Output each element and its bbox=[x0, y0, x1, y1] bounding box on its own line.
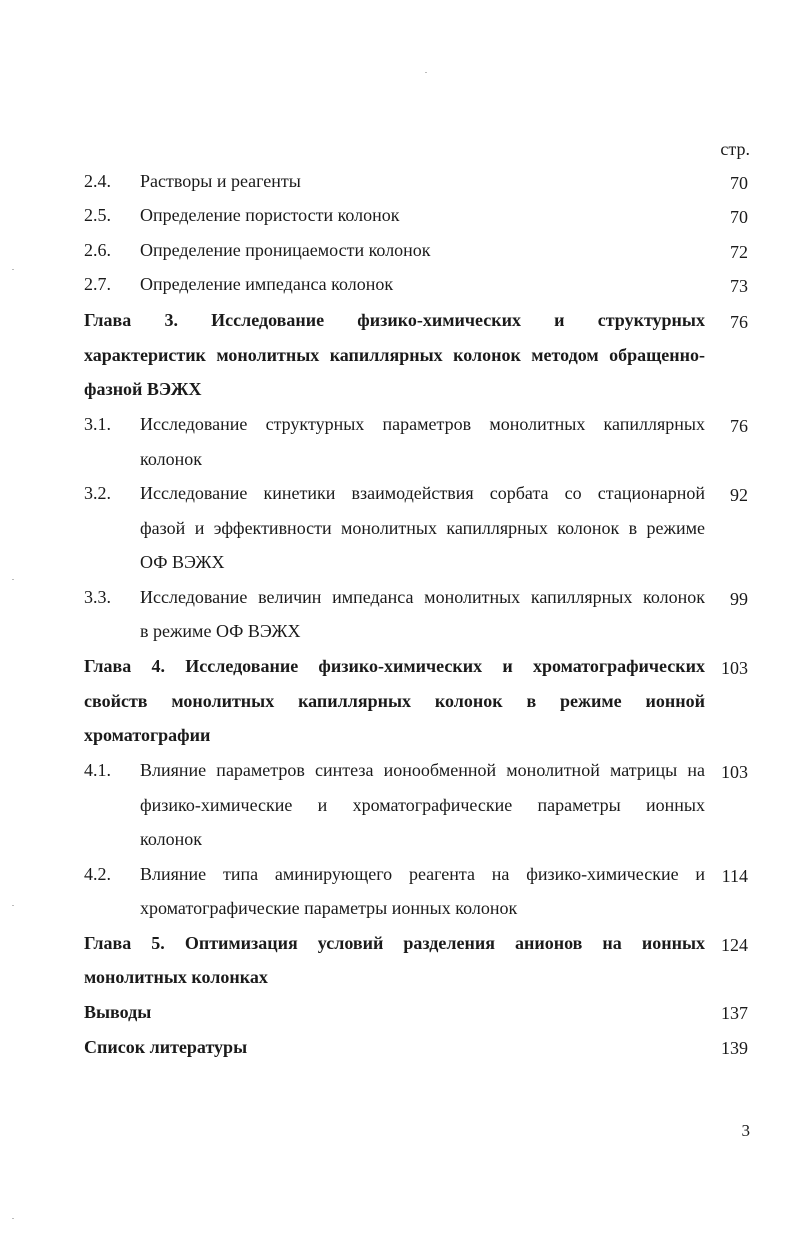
toc-entry-title: в режиме ОФ ВЭЖХ bbox=[140, 621, 301, 641]
toc-entry-page: 70 bbox=[730, 207, 748, 227]
toc-entry-page: 70 bbox=[730, 173, 748, 193]
toc-entry-number: 2.4. bbox=[84, 171, 111, 191]
toc-entry-page: 124 bbox=[721, 935, 748, 955]
toc-entry-page: 76 bbox=[730, 416, 748, 436]
toc-entry-page: 92 bbox=[730, 485, 748, 505]
toc-entry-title: хроматографические параметры ионных колонок bbox=[140, 898, 518, 918]
chapter-title-line: характеристик монолитных капиллярных колонок методом обращенно- bbox=[84, 345, 705, 365]
toc-entry-page: 139 bbox=[721, 1038, 748, 1058]
scan-speck bbox=[425, 72, 427, 73]
toc-entry-title: Исследование структурных параметров монолитных капиллярных bbox=[140, 414, 705, 434]
scan-speck bbox=[12, 579, 14, 580]
toc-entry-page: 103 bbox=[721, 762, 748, 782]
toc-entry-title: фазой и эффективности монолитных капиллярных колонок в режиме bbox=[140, 518, 705, 538]
toc-entry-number: 2.7. bbox=[84, 274, 111, 294]
page-number: 3 bbox=[741, 1121, 750, 1140]
toc-entry-title: Растворы и реагенты bbox=[140, 171, 301, 191]
chapter-title-line: Глава 4. Исследование физико-химических и хроматографических bbox=[84, 656, 705, 676]
toc-entry-title: ОФ ВЭЖХ bbox=[140, 552, 225, 572]
toc-entry-page: 114 bbox=[721, 866, 748, 886]
toc-entry-page: 72 bbox=[730, 242, 748, 262]
toc-entry-title: физико-химические и хроматографические параметры ионных bbox=[140, 795, 705, 815]
toc-entry-title: колонок bbox=[140, 829, 202, 849]
toc-entry-page: 73 bbox=[730, 276, 748, 296]
chapter-title-line: фазной ВЭЖХ bbox=[84, 379, 202, 399]
page-column-label: стр. bbox=[720, 139, 750, 159]
toc-entry-page: 103 bbox=[721, 658, 748, 678]
toc-entry-number: 3.1. bbox=[84, 414, 111, 434]
chapter-title-line: хроматографии bbox=[84, 725, 211, 745]
toc-entry-title: Исследование величин импеданса монолитных капиллярных колонок bbox=[140, 587, 705, 607]
chapter-title-line: свойств монолитных капиллярных колонок в режиме ионной bbox=[84, 691, 705, 711]
toc-section-title: Список литературы bbox=[84, 1037, 248, 1057]
toc-entry-number: 2.6. bbox=[84, 240, 111, 260]
toc-entry-title: Определение импеданса колонок bbox=[140, 274, 394, 294]
toc-entry-title: Влияние типа аминирующего реагента на физико-химические и bbox=[140, 864, 705, 884]
toc-entry-title: колонок bbox=[140, 449, 202, 469]
toc-entry-title: Определение проницаемости колонок bbox=[140, 240, 431, 260]
scan-speck bbox=[12, 905, 14, 906]
scan-speck bbox=[12, 1218, 14, 1219]
toc-section-title: Выводы bbox=[84, 1002, 152, 1022]
toc-entry-title: Влияние параметров синтеза ионообменной монолитной матрицы на bbox=[140, 760, 705, 780]
toc-entry-title: Определение пористости колонок bbox=[140, 205, 400, 225]
chapter-title-line: монолитных колонках bbox=[84, 967, 268, 987]
toc-entry-page: 99 bbox=[730, 589, 748, 609]
chapter-title-line: Глава 3. Исследование физико-химических и структурных bbox=[84, 310, 705, 330]
toc-entry-number: 3.2. bbox=[84, 483, 111, 503]
toc-entry-page: 76 bbox=[730, 312, 748, 332]
toc-entry-title: Исследование кинетики взаимодействия сорбата со стационарной bbox=[140, 483, 705, 503]
toc-entry-number: 4.1. bbox=[84, 760, 111, 780]
toc-entry-number: 4.2. bbox=[84, 864, 111, 884]
chapter-title-line: Глава 5. Оптимизация условий разделения анионов на ионных bbox=[84, 933, 705, 953]
scan-speck bbox=[12, 269, 14, 270]
toc-entry-number: 3.3. bbox=[84, 587, 111, 607]
toc-entry-page: 137 bbox=[721, 1003, 748, 1023]
toc-entry-number: 2.5. bbox=[84, 205, 111, 225]
